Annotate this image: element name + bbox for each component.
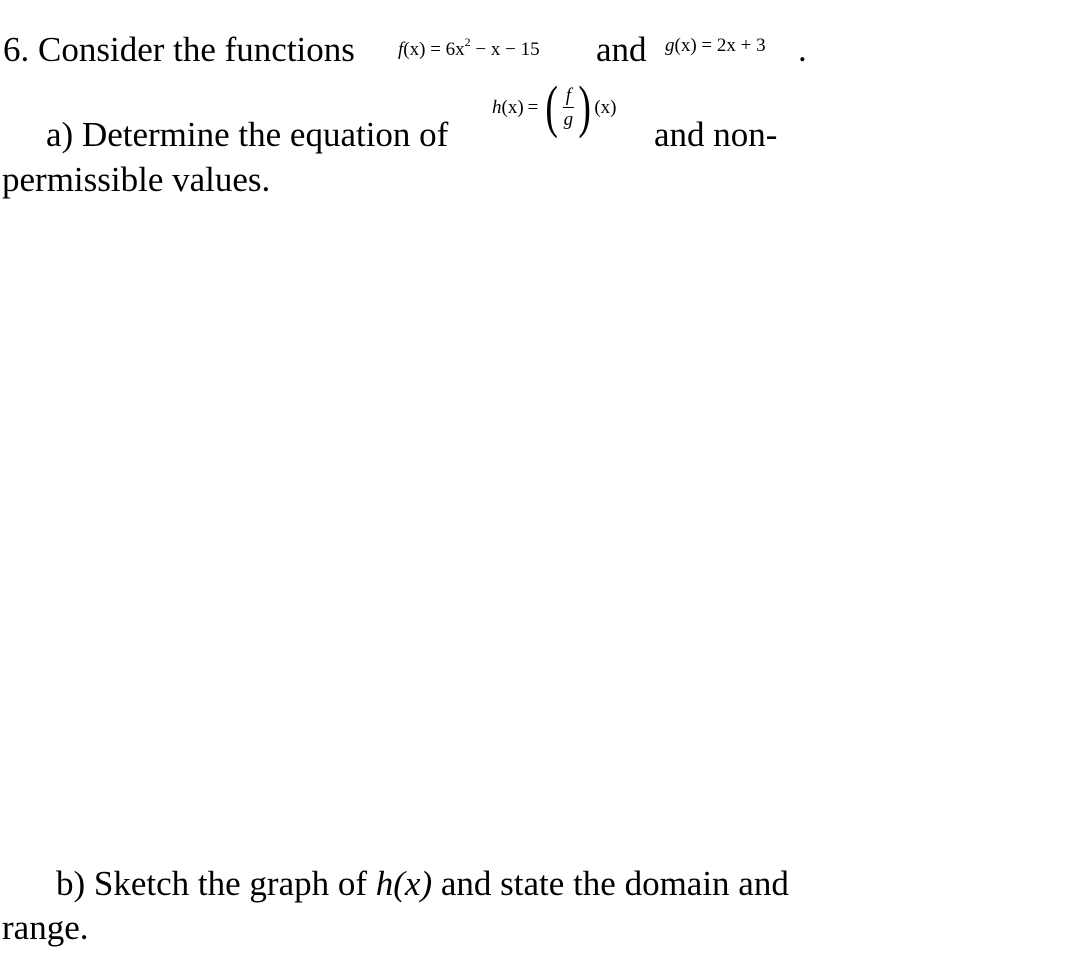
right-paren: ) [578,74,591,139]
part-a-prompt: a) Determine the equation of [46,115,449,154]
f-over-g-fraction [563,86,574,129]
part-a-trailing: and non- [654,115,778,154]
g-symbol: g [665,35,675,56]
part-a-continuation: permissible values. [2,160,271,199]
part-b-suffix: and state the domain and [432,864,789,903]
f-symbol: f [398,39,404,60]
h-equals: = [527,96,539,118]
part-b-continuation: range. [2,908,89,947]
part-b-h-expression: h(x) [375,864,433,903]
g-rhs: = 2x + 3 [701,35,766,56]
left-paren: ( [545,74,559,139]
f-rhs-leading: = 6x [430,39,465,60]
question-intro: 6. Consider the functions [3,30,355,69]
g-function-equation [665,36,766,55]
part-b-prefix: b) Sketch the graph of [56,864,376,903]
g-argument: (x) [674,35,697,56]
h-symbol: h [492,96,502,118]
f-rhs-trailing: − x − 15 [470,39,540,60]
f-function-equation [398,36,540,59]
h-argument: (x) [501,96,524,118]
and-connector: and [596,30,647,69]
h-composite-argument: (x) [594,96,617,118]
part-b-prompt [56,866,789,901]
f-exponent: 2 [464,35,471,49]
sentence-period: . [798,30,807,69]
fraction-denominator: g [563,108,574,130]
h-function-equation [492,74,617,139]
fraction-numerator: f [563,86,574,108]
f-argument: (x) [403,39,426,60]
